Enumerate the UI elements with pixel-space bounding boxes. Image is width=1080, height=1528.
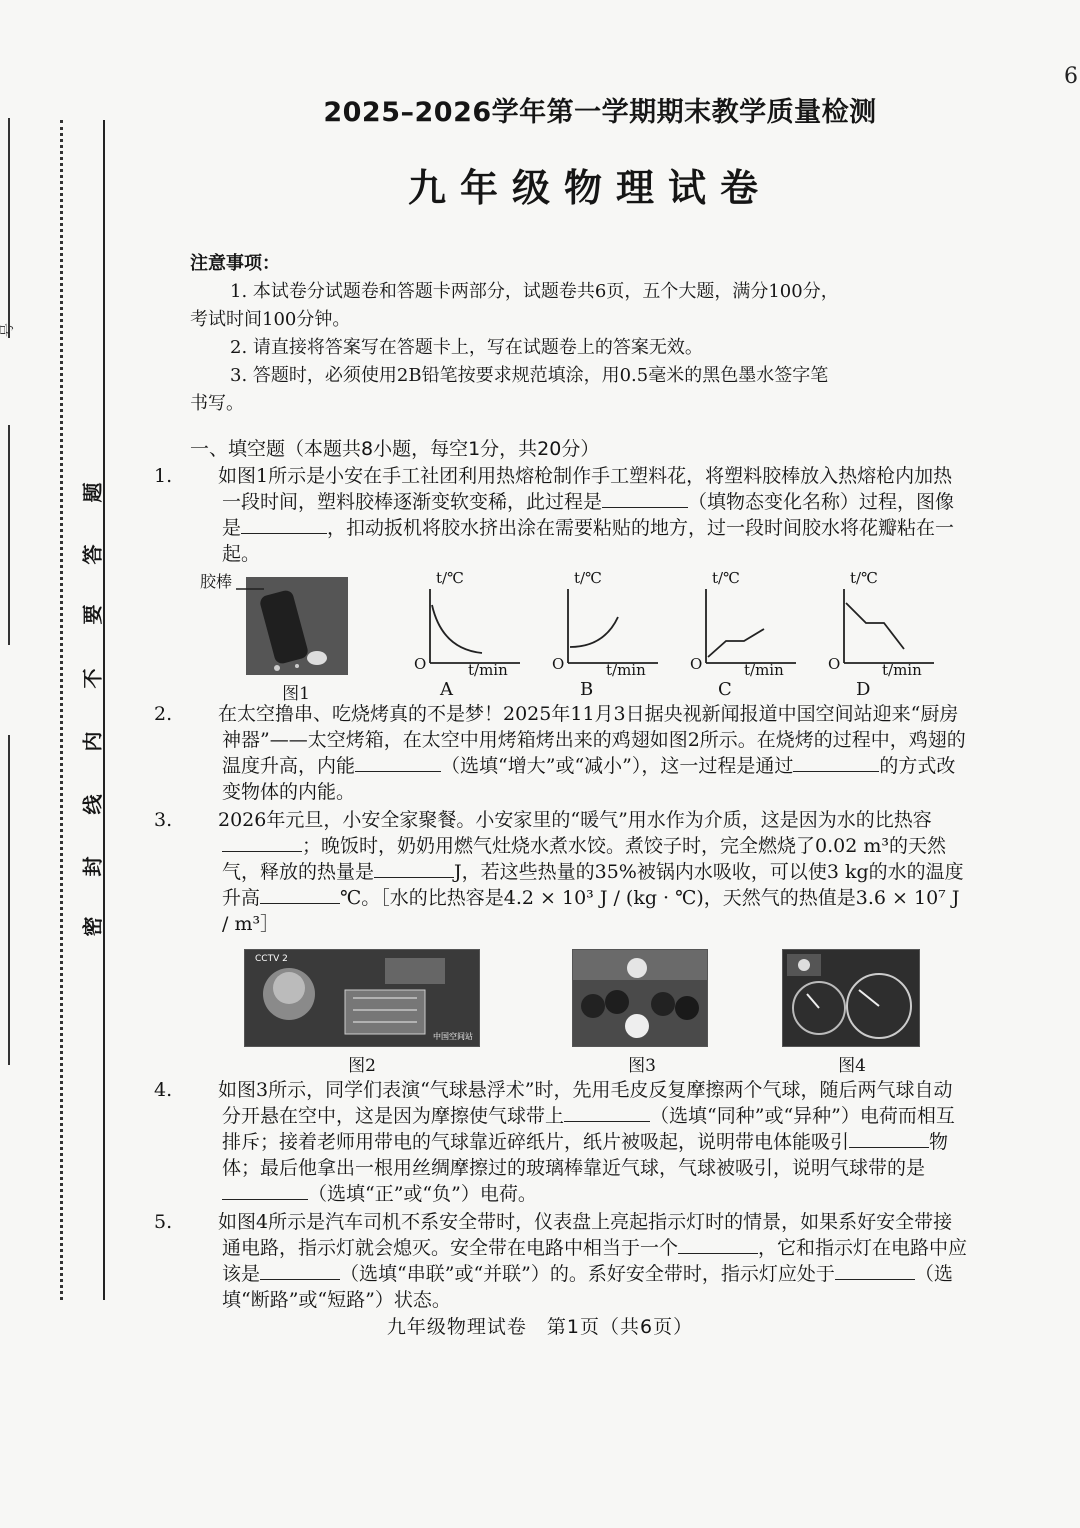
answer-blank[interactable]: [849, 1130, 929, 1148]
question-text: ，它和指示灯在电路中应该是: [222, 1237, 968, 1285]
question-number: 3.: [154, 809, 173, 831]
answer-blank[interactable]: [355, 754, 441, 772]
question-number: 4.: [154, 1079, 173, 1101]
binding-word: 要: [80, 604, 105, 625]
graph-a-xlabel: t/min: [468, 661, 508, 679]
graph-d-label: D: [856, 679, 871, 700]
question-text: ，扣动扳机将胶水挤出涂在需要粘贴的地方，过一段时间胶水将花瓣粘在一起。: [222, 517, 955, 565]
answer-blank[interactable]: [241, 516, 327, 534]
notice-item: 2. 请直接将答案写在答题卡上，写在试题卷上的答案无效。: [230, 337, 703, 358]
question-1: [154, 463, 970, 567]
figure-4-photo: [782, 949, 920, 1047]
graph-c-origin: O: [690, 655, 703, 673]
school-field-line: [8, 735, 10, 1065]
graph-b-label: B: [580, 679, 594, 700]
question-4: [154, 1077, 970, 1207]
question-number: 5.: [154, 1211, 173, 1233]
notice-item-cont: 书写。: [190, 393, 244, 414]
notice-item: 3. 答题时，必须使用2B铅笔按要求规范填涂，用0.5毫米的黑色墨水签字笔: [230, 365, 829, 386]
binding-word: 不: [80, 668, 105, 689]
class-field-line: [8, 425, 10, 645]
graph-a-origin: O: [414, 655, 427, 673]
graph-b-ylabel: t/℃: [574, 569, 602, 587]
binding-margin: [0, 0, 120, 1528]
question-text: ℃。［水的比热容是4.2 × 10³ J / (kg · ℃)，天然气的热值是3.6 × 10⁷ J / m³］: [222, 887, 960, 935]
notice-item-cont: 考试时间100分钟。: [190, 309, 351, 330]
question-text: 的方式改变物体的内能。: [222, 755, 956, 803]
glue-stick-label: 胶棒: [200, 572, 233, 591]
notice-item: 1. 本试卷分试题卷和答题卡两部分，试题卷共6页，五个大题，满分100分，: [230, 281, 839, 302]
answer-blank[interactable]: [222, 1182, 308, 1200]
corner-mark: 6: [1064, 64, 1078, 89]
question-number: 2.: [154, 703, 173, 725]
cctv-logo: CCTV 2: [255, 954, 288, 964]
graph-a-ylabel: t/℃: [436, 569, 464, 587]
graph-d-xlabel: t/min: [882, 661, 922, 679]
question-text: （选填“串联”或“并联”）的。系好安全带时，指示灯应处于: [340, 1263, 835, 1285]
question-number: 1.: [154, 465, 173, 487]
exam-subtitle: 九年级物理试卷: [407, 165, 772, 210]
binding-word: 线: [80, 794, 105, 815]
station-watermark: 中国空间站: [433, 1032, 473, 1041]
question-text: ；晚饭时，奶奶用燃气灶烧水煮水饺。煮饺子时，完全燃烧了0.02 m³的天然气，释放的热量是: [222, 835, 946, 883]
answer-blank[interactable]: [222, 834, 302, 852]
binding-word: 内: [80, 731, 105, 752]
dashboard-image: [783, 950, 920, 1047]
exam-content: [154, 90, 970, 1313]
binding-solid-line: [103, 120, 105, 1300]
question-text: 如图4所示是汽车司机不系安全带时，仪表盘上亮起指示灯时的情景，如果系好安全带接通电路，指示灯就会熄灭。安全带在电路中相当于一个: [218, 1211, 953, 1259]
graph-b-xlabel: t/min: [606, 661, 646, 679]
figure-1-row: [200, 569, 970, 704]
question-text: 如图1所示是小安在手工社团利用热熔枪制作手工塑料花，将塑料胶棒放入热熔枪内加热一段时间，塑料胶棒逐渐变软变稀，此过程是: [218, 465, 953, 513]
binding-dotted-line: [60, 120, 63, 1300]
answer-blank[interactable]: [793, 754, 879, 772]
graph-d-origin: O: [828, 655, 841, 673]
question-text: 物体；最后他拿出一根用丝绸摩擦过的玻璃棒靠近气球，气球被吸引，说明气球带的是: [222, 1131, 949, 1179]
answer-blank[interactable]: [835, 1262, 915, 1280]
figures-row: [190, 947, 970, 1075]
graph-c-ylabel: t/℃: [712, 569, 740, 587]
graph-c-xlabel: t/min: [744, 661, 784, 679]
answer-blank[interactable]: [564, 1104, 650, 1122]
figure-1-caption: 图1: [282, 684, 310, 704]
question-text: 2026年元旦，小安全家聚餐。小安家里的“暖气”用水作为介质，这是因为水的比热容: [218, 809, 932, 831]
question-2: [154, 701, 970, 805]
binding-word: 题: [80, 482, 105, 503]
page-footer: 九年级物理试卷 第1页（共6页）: [386, 1316, 694, 1338]
question-text: （选填“同种”或“异种”）电荷而相互排斥；接着老师用带电的气球靠近碎纸片，纸片被吸起，说明带电体能吸引: [222, 1105, 955, 1153]
balloon-demo-image: [573, 950, 708, 1047]
exam-title: 2025–2026学年第一学期期末教学质量检测: [323, 97, 877, 128]
figure-2-photo: [244, 949, 480, 1047]
binding-word: 封: [80, 856, 105, 877]
graph-b-origin: O: [552, 655, 565, 673]
question-text: （填物态变化名称）过程，图像是: [222, 491, 955, 539]
graph-c-label: C: [718, 679, 732, 700]
question-text: （选填“增大”或“减小”），这一过程是通过: [441, 755, 794, 777]
figure-3-photo: [572, 949, 708, 1047]
notice-heading: 注意事项：: [190, 253, 280, 274]
notice-block: [190, 250, 970, 418]
binding-word: 密: [80, 916, 105, 937]
answer-blank[interactable]: [260, 1262, 340, 1280]
binding-word: 答: [80, 544, 105, 565]
answer-blank[interactable]: [602, 490, 688, 508]
question-text: （选填“断路”或“短路”）状态。: [222, 1263, 953, 1311]
figure-4-caption: 图4: [838, 1056, 866, 1076]
figure-2-caption: 图2: [348, 1056, 376, 1076]
question-3: [154, 807, 970, 937]
label-pointer-line: [236, 581, 266, 595]
answer-blank[interactable]: [678, 1236, 758, 1254]
question-text: 如图3所示，同学们表演“气球悬浮术”时，先用毛皮反复摩擦两个气球，随后两气球自动分开悬在空中，这是因为摩擦使气球带上: [218, 1079, 953, 1127]
question-5: [154, 1209, 970, 1313]
name-field-line: [8, 118, 10, 338]
graph-d-ylabel: t/℃: [850, 569, 878, 587]
question-text: J，若这些热量的35%被锅内水吸收，可以使3 kg的水的温度升高: [222, 861, 964, 909]
binding-label-fragment: 号: [0, 323, 16, 337]
figure-3-caption: 图3: [628, 1056, 656, 1076]
section-heading: 一、填空题（本题共8小题，每空1分，共20分）: [190, 438, 600, 460]
graph-a-label: A: [440, 679, 453, 700]
question-text: （选填“正”或“负”）电荷。: [308, 1183, 537, 1205]
question-text: 在太空撸串、吃烧烤真的不是梦！2025年11月3日据央视新闻报道中国空间站迎来“厨房神器”——太空烤箱，在太空中用烤箱烤出来的鸡翅如图2所示。在烧烤的过程中，鸡翅的温度升高，内能: [218, 703, 966, 777]
answer-blank[interactable]: [374, 860, 454, 878]
answer-blank[interactable]: [260, 886, 340, 904]
